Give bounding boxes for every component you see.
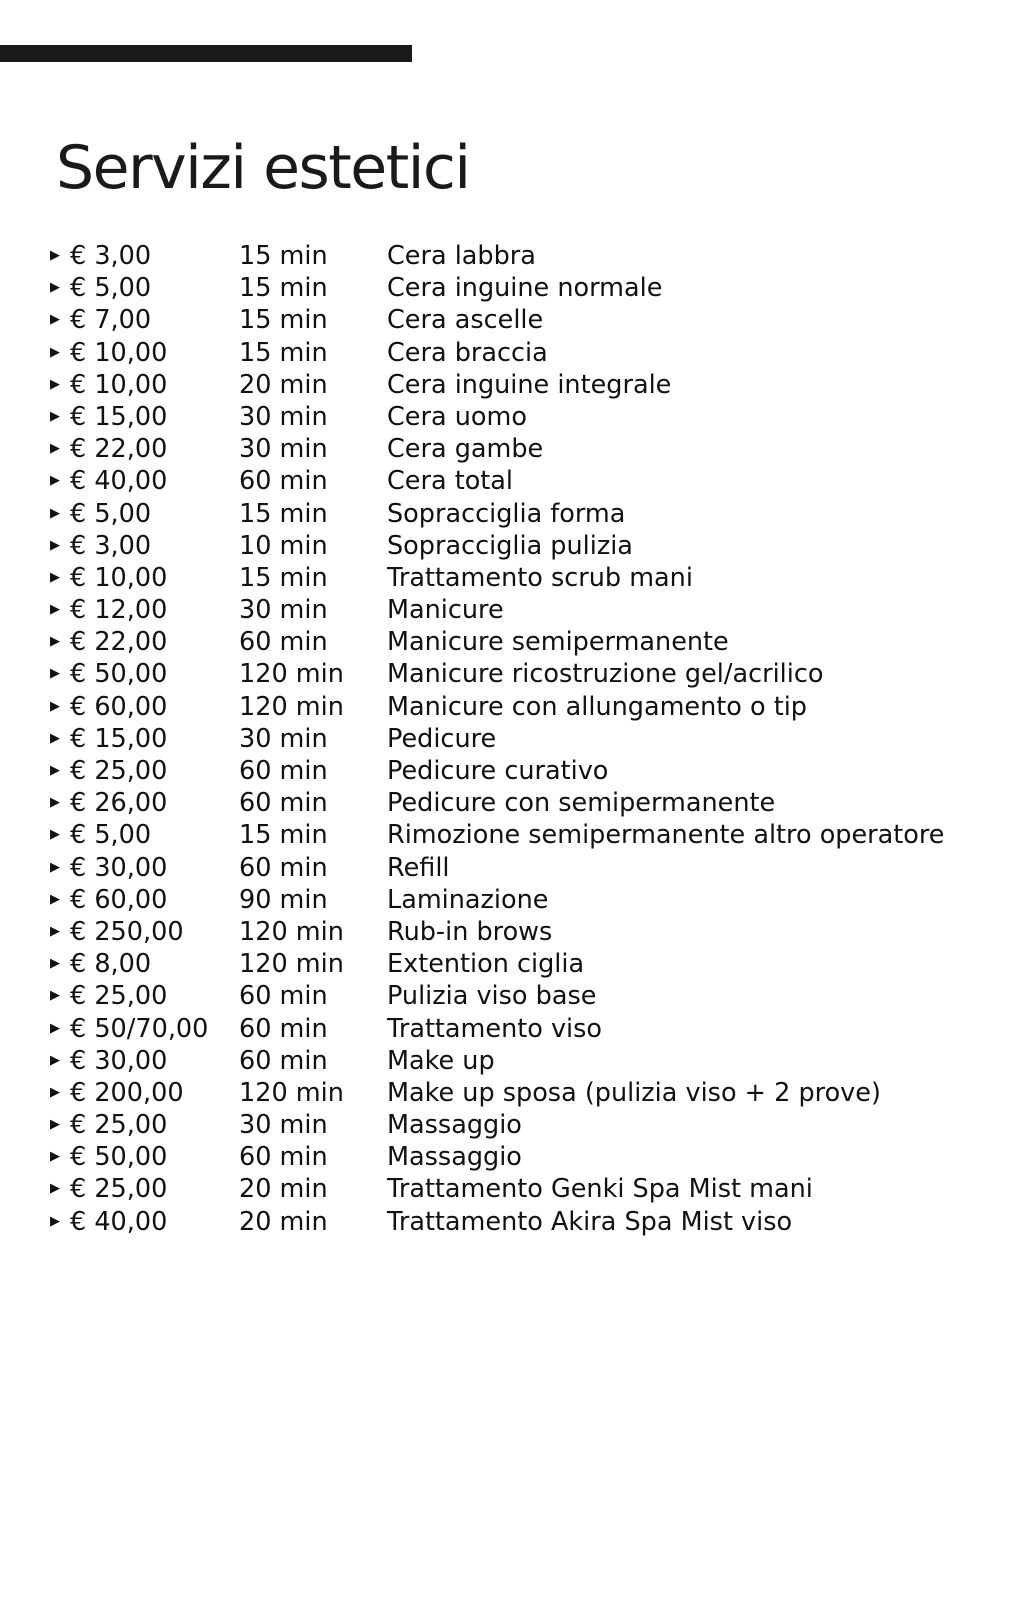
service-price: € 25,00 [70,981,168,1012]
service-price: € 5,00 [70,820,152,851]
triangle-right-icon: ▶ [50,280,60,296]
service-price: € 30,00 [70,1045,168,1076]
service-price: € 26,00 [70,788,168,819]
triangle-right-icon: ▶ [50,1020,60,1036]
service-name: Sopracciglia pulizia [387,530,633,561]
service-duration: 15 min [239,273,328,304]
service-row [50,465,1010,497]
service-row [50,594,1010,626]
service-row [50,755,1010,787]
service-row [50,787,1010,819]
triangle-right-icon: ▶ [50,891,60,907]
service-name: Manicure ricostruzione gel/acrilico [387,659,824,690]
service-name: Manicure con allungamento o tip [387,691,807,722]
service-price: € 25,00 [70,1110,168,1141]
service-price: € 60,00 [70,884,168,915]
service-price: € 3,00 [70,530,152,561]
service-price: € 22,00 [70,434,168,465]
service-name: Rimozione semipermanente altro operatore [387,820,945,851]
service-row [50,1206,1010,1238]
triangle-right-icon: ▶ [50,795,60,811]
service-name: Rub-in brows [387,916,553,947]
service-duration: 30 min [239,401,328,432]
service-name: Laminazione [387,884,549,915]
service-duration: 15 min [239,498,328,529]
service-row [50,369,1010,401]
service-duration: 60 min [239,466,328,497]
service-name: Refill [387,852,450,883]
triangle-right-icon: ▶ [50,1052,60,1068]
triangle-right-icon: ▶ [50,956,60,972]
service-name: Cera total [387,466,514,497]
service-price: € 15,00 [70,401,168,432]
service-row [50,916,1010,948]
service-row [50,1141,1010,1173]
service-price: € 50,00 [70,1142,168,1173]
service-price-list [50,240,1010,1238]
service-row [50,1109,1010,1141]
triangle-right-icon: ▶ [50,634,60,650]
service-name: Trattamento viso [387,1013,603,1044]
triangle-right-icon: ▶ [50,859,60,875]
triangle-right-icon: ▶ [50,1117,60,1133]
service-duration: 60 min [239,788,328,819]
service-name: Manicure semipermanente [387,627,729,658]
service-name: Pedicure con semipermanente [387,788,776,819]
triangle-right-icon: ▶ [50,666,60,682]
service-duration: 20 min [239,1206,328,1237]
service-row [50,1045,1010,1077]
service-row [50,1013,1010,1045]
service-name: Cera inguine normale [387,273,663,304]
service-duration: 30 min [239,434,328,465]
triangle-right-icon: ▶ [50,923,60,939]
service-duration: 15 min [239,820,328,851]
page-title: Servizi estetici [56,133,470,203]
service-price: € 7,00 [70,305,152,336]
service-price: € 5,00 [70,498,152,529]
header-accent-bar [0,45,412,62]
triangle-right-icon: ▶ [50,698,60,714]
service-duration: 30 min [239,1110,328,1141]
service-row [50,304,1010,336]
service-price: € 22,00 [70,627,168,658]
service-duration: 20 min [239,1174,328,1205]
service-name: Trattamento Genki Spa Mist mani [387,1174,813,1205]
service-name: Trattamento scrub mani [387,562,693,593]
service-name: Cera uomo [387,401,527,432]
service-row [50,1173,1010,1205]
triangle-right-icon: ▶ [50,408,60,424]
triangle-right-icon: ▶ [50,1084,60,1100]
service-price: € 3,00 [70,241,152,271]
service-row [50,723,1010,755]
service-name: Cera braccia [387,337,548,368]
service-duration: 10 min [239,530,328,561]
service-duration: 90 min [239,884,328,915]
triangle-right-icon: ▶ [50,602,60,618]
service-duration: 15 min [239,562,328,593]
service-duration: 30 min [239,595,328,626]
service-name: Trattamento Akira Spa Mist viso [387,1206,793,1237]
triangle-right-icon: ▶ [50,537,60,553]
service-name: Pulizia viso base [387,981,597,1012]
service-price: € 12,00 [70,595,168,626]
triangle-right-icon: ▶ [50,569,60,585]
service-duration: 120 min [239,691,344,722]
service-row [50,658,1010,690]
triangle-right-icon: ▶ [50,1149,60,1165]
service-row [50,691,1010,723]
triangle-right-icon: ▶ [50,505,60,521]
triangle-right-icon: ▶ [50,441,60,457]
service-duration: 120 min [239,916,344,947]
service-row [50,884,1010,916]
triangle-right-icon: ▶ [50,473,60,489]
service-price: € 200,00 [70,1077,184,1108]
service-name: Massaggio [387,1110,522,1141]
triangle-right-icon: ▶ [50,1181,60,1197]
service-price: € 10,00 [70,337,168,368]
service-duration: 60 min [239,1013,328,1044]
service-price: € 25,00 [70,756,168,786]
triangle-right-icon: ▶ [50,827,60,843]
service-name: Massaggio [387,1142,522,1173]
triangle-right-icon: ▶ [50,376,60,392]
service-price: € 40,00 [70,466,168,497]
service-price: € 30,00 [70,852,168,883]
service-name: Sopracciglia forma [387,498,626,529]
service-row [50,337,1010,369]
service-row [50,626,1010,658]
service-price: € 40,00 [70,1206,168,1237]
service-row [50,948,1010,980]
service-duration: 60 min [239,627,328,658]
service-name: Pedicure [387,723,497,754]
service-row [50,562,1010,594]
service-duration: 60 min [239,1142,328,1173]
service-price: € 50/70,00 [70,1013,209,1044]
service-price: € 15,00 [70,723,168,754]
service-row [50,433,1010,465]
service-duration: 15 min [239,241,328,271]
service-name: Cera ascelle [387,305,544,336]
service-row [50,819,1010,851]
service-name: Extention ciglia [387,949,585,980]
service-row [50,240,1010,272]
service-price: € 50,00 [70,659,168,690]
service-row [50,498,1010,530]
service-price: € 10,00 [70,562,168,593]
triangle-right-icon: ▶ [50,248,60,263]
service-name: Manicure [387,595,504,626]
service-price: € 250,00 [70,916,184,947]
triangle-right-icon: ▶ [50,988,60,1004]
service-name: Pedicure curativo [387,756,609,786]
service-duration: 60 min [239,981,328,1012]
service-row [50,401,1010,433]
service-row [50,272,1010,304]
service-price: € 10,00 [70,369,168,400]
triangle-right-icon: ▶ [50,1213,60,1229]
service-duration: 30 min [239,723,328,754]
service-duration: 60 min [239,852,328,883]
service-row [50,980,1010,1012]
service-price: € 5,00 [70,273,152,304]
service-price: € 25,00 [70,1174,168,1205]
service-duration: 60 min [239,756,328,786]
service-duration: 120 min [239,949,344,980]
service-row [50,530,1010,562]
triangle-right-icon: ▶ [50,344,60,360]
service-price: € 60,00 [70,691,168,722]
service-duration: 120 min [239,659,344,690]
service-duration: 15 min [239,337,328,368]
service-duration: 120 min [239,1077,344,1108]
service-duration: 15 min [239,305,328,336]
service-row [50,852,1010,884]
service-price: € 8,00 [70,949,152,980]
service-name: Cera gambe [387,434,544,465]
service-name: Make up sposa (pulizia viso + 2 prove) [387,1077,881,1108]
service-name: Make up [387,1045,495,1076]
service-duration: 20 min [239,369,328,400]
service-name: Cera inguine integrale [387,369,672,400]
service-name: Cera labbra [387,241,536,271]
triangle-right-icon: ▶ [50,730,60,746]
triangle-right-icon: ▶ [50,763,60,778]
service-row [50,1077,1010,1109]
triangle-right-icon: ▶ [50,312,60,328]
service-duration: 60 min [239,1045,328,1076]
